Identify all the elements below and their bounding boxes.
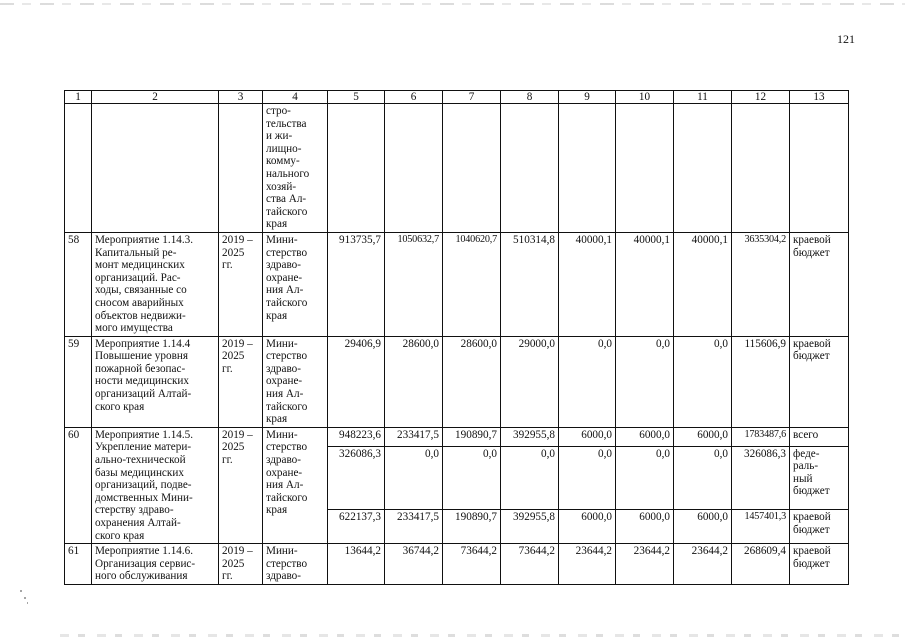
table-row [65, 544, 849, 585]
executor-cell-line: тайского [266, 491, 308, 504]
measure-name-cell-line: организаций, подве- [95, 479, 192, 492]
value-cell: 622137,3 [328, 510, 385, 544]
value-cell: 0,0 [674, 336, 732, 427]
executor-cell-line: ния Ал- [266, 284, 304, 297]
value-cell: 0,0 [559, 336, 616, 427]
measure-name-cell-line: пожарной безопас- [95, 362, 186, 375]
value-cell: 190890,7 [443, 427, 501, 446]
measure-name-cell-line: ально-технической [95, 454, 186, 467]
measure-name-cell-line: организаций. Рас- [95, 271, 181, 284]
funding-source-cell-line: бюджет [793, 557, 830, 570]
table-header-row [65, 91, 849, 104]
empty-cell [559, 104, 616, 233]
executor-cell-line: края [266, 309, 288, 322]
value-cell: 23644,2 [616, 544, 674, 585]
funding-source-cell-line: всего [793, 428, 819, 441]
executor-cell-line: охране- [266, 375, 303, 388]
executor-cell [263, 336, 328, 427]
funding-source-cell-line: краевой [793, 545, 831, 558]
executor-cell-line: лищно- [266, 142, 302, 155]
measure-name-cell-line: ского края [95, 529, 145, 542]
period-cell [219, 544, 263, 585]
funding-source-cell-line: бюджет [793, 246, 830, 259]
value-cell: 1783487,6 [732, 427, 790, 446]
measure-name-cell-line: Укрепление матери- [95, 441, 192, 454]
period-cell [219, 232, 263, 336]
scan-speck [27, 602, 28, 604]
funding-source-cell-line: феде- [793, 447, 820, 460]
value-cell: 40000,1 [559, 232, 616, 336]
value-cell: 6000,0 [674, 510, 732, 544]
value-cell: 0,0 [616, 446, 674, 510]
funding-source-cell-line: бюджет [793, 524, 830, 537]
executor-cell-line: здраво- [266, 570, 301, 583]
value-cell: 1040620,7 [443, 232, 501, 336]
funding-source-cell [790, 427, 849, 446]
value-cell: 6000,0 [674, 427, 732, 446]
period-cell [219, 336, 263, 427]
value-cell: 1050632,7 [385, 232, 443, 336]
value-cell: 28600,0 [385, 336, 443, 427]
header-cell: 13 [790, 91, 849, 104]
funding-source-cell-line: бюджет [793, 485, 830, 498]
period-cell-line: 2025 [222, 557, 245, 570]
value-cell: 29000,0 [501, 336, 559, 427]
period-cell-line: 2019 – [222, 428, 253, 441]
measure-name-cell-line: ского края [95, 400, 145, 413]
value-cell: 23644,2 [674, 544, 732, 585]
executor-cell-line: края [266, 504, 288, 517]
empty-cell [65, 104, 92, 233]
row-number-cell: 59 [65, 336, 92, 427]
value-cell: 73644,2 [501, 544, 559, 585]
header-cell: 3 [219, 91, 263, 104]
value-cell: 510314,8 [501, 232, 559, 336]
value-cell: 326086,3 [328, 446, 385, 510]
executor-cell [263, 427, 328, 543]
value-cell: 0,0 [385, 446, 443, 510]
header-cell: 5 [328, 91, 385, 104]
measure-name-cell-line: организаций Алтай- [95, 388, 192, 401]
measure-name-cell-line: Капитальный ре- [95, 246, 177, 259]
empty-cell [443, 104, 501, 233]
funding-source-cell [790, 336, 849, 427]
executor-cell [263, 232, 328, 336]
header-cell: 2 [92, 91, 219, 104]
value-cell: 6000,0 [559, 510, 616, 544]
measure-name-cell-line: Повышение уровня [95, 350, 188, 363]
period-cell-line: 2025 [222, 441, 245, 454]
value-cell: 326086,3 [732, 446, 790, 510]
empty-cell [790, 104, 849, 233]
measure-name-cell-line: охранения Алтай- [95, 517, 181, 529]
table-row [65, 336, 849, 427]
value-cell: 190890,7 [443, 510, 501, 544]
header-cell: 9 [559, 91, 616, 104]
table-row [65, 427, 849, 446]
value-cell: 0,0 [501, 446, 559, 510]
executor-cell-line: края [266, 218, 288, 231]
measure-name-cell-line: Мероприятие 1.14.5. [95, 428, 194, 441]
executor-cell-line: ния Ал- [266, 388, 304, 401]
period-cell-line: гг. [222, 454, 233, 467]
funding-source-cell [790, 232, 849, 336]
executor-cell-line: здраво- [266, 259, 301, 272]
period-cell-line: гг. [222, 362, 233, 375]
measure-name-cell-line: мого имущества [95, 322, 173, 335]
executor-cell [263, 104, 328, 233]
value-cell: 913735,7 [328, 232, 385, 336]
empty-cell [92, 104, 219, 233]
row-number-cell: 61 [65, 544, 92, 585]
header-cell: 1 [65, 91, 92, 104]
empty-cell [219, 104, 263, 233]
measure-name-cell-line: ности медицинских [95, 375, 190, 388]
value-cell: 0,0 [559, 446, 616, 510]
header-cell: 4 [263, 91, 328, 104]
funding-source-cell-line: краевой [793, 233, 831, 246]
value-cell: 13644,2 [328, 544, 385, 585]
funding-source-cell [790, 510, 849, 544]
period-cell-line: гг. [222, 259, 233, 272]
executor-cell-line: Мини- [266, 428, 298, 441]
funding-source-cell-line: краевой [793, 511, 831, 524]
period-cell-line: 2025 [222, 350, 245, 363]
executor-cell-line: и жи- [266, 130, 293, 143]
executor-cell-line: тайского [266, 400, 308, 413]
executor-cell-line: охране- [266, 466, 303, 479]
measure-name-cell-line: Мероприятие 1.14.4 [95, 337, 191, 350]
empty-cell [616, 104, 674, 233]
header-cell: 6 [385, 91, 443, 104]
executor-cell-line: Мини- [266, 337, 298, 350]
value-cell: 392955,8 [501, 510, 559, 544]
measure-name-cell-line: монт медицинских [95, 259, 185, 272]
executor-cell-line: ства Ал- [266, 193, 307, 206]
period-cell-line: гг. [222, 570, 233, 583]
funding-source-cell-line: раль- [793, 460, 819, 473]
header-cell: 8 [501, 91, 559, 104]
measure-name-cell [92, 336, 219, 427]
period-cell-line: 2025 [222, 246, 245, 259]
period-cell-line: 2019 – [222, 233, 253, 246]
executor-cell-line: тайского [266, 296, 308, 309]
measure-name-cell-line: Организация сервис- [95, 557, 196, 570]
measure-name-cell-line: Мероприятие 1.14.6. [95, 545, 194, 558]
value-cell: 268609,4 [732, 544, 790, 585]
measure-name-cell [92, 232, 219, 336]
value-cell: 1457401,3 [732, 510, 790, 544]
empty-cell [501, 104, 559, 233]
value-cell: 36744,2 [385, 544, 443, 585]
executor-cell [263, 544, 328, 585]
empty-cell [674, 104, 732, 233]
row-number-cell: 60 [65, 427, 92, 543]
scan-artifact-bottom [60, 634, 900, 637]
period-cell [219, 427, 263, 543]
period-cell-line: 2019 – [222, 545, 253, 558]
table-row [65, 232, 849, 336]
executor-cell-line: здраво- [266, 454, 301, 467]
measure-name-cell [92, 544, 219, 585]
budget-table [64, 90, 849, 585]
value-cell: 0,0 [443, 446, 501, 510]
scan-speck [24, 597, 26, 599]
empty-cell [732, 104, 790, 233]
funding-source-cell-line: бюджет [793, 350, 830, 363]
value-cell: 6000,0 [559, 427, 616, 446]
executor-cell-line: тельства [266, 117, 307, 130]
measure-name-cell-line: объектов недвижи- [95, 309, 186, 322]
executor-cell-line: нального [266, 167, 310, 180]
row-number-cell: 58 [65, 232, 92, 336]
executor-cell-line: Мини- [266, 545, 298, 558]
measure-name-cell-line: ного обслуживания [95, 570, 188, 583]
executor-cell-line: стерство [266, 350, 308, 363]
value-cell: 3635304,2 [732, 232, 790, 336]
executor-cell-line: тайского [266, 205, 308, 218]
executor-cell-line: комму- [266, 155, 300, 168]
empty-cell [328, 104, 385, 233]
page-number: 121 [837, 32, 855, 46]
value-cell: 948223,6 [328, 427, 385, 446]
value-cell: 115606,9 [732, 336, 790, 427]
header-cell: 10 [616, 91, 674, 104]
header-cell: 12 [732, 91, 790, 104]
value-cell: 233417,5 [385, 510, 443, 544]
funding-source-cell [790, 446, 849, 510]
funding-source-cell-line: ный [793, 472, 813, 485]
empty-cell [385, 104, 443, 233]
value-cell: 392955,8 [501, 427, 559, 446]
executor-cell-line: здраво- [266, 362, 301, 375]
value-cell: 0,0 [674, 446, 732, 510]
executor-cell-line: стерство [266, 441, 308, 454]
value-cell: 29406,9 [328, 336, 385, 427]
continuation-row [65, 104, 849, 233]
value-cell: 233417,5 [385, 427, 443, 446]
measure-name-cell-line: сносом аварийных [95, 296, 184, 309]
measure-name-cell-line: стерству здраво- [95, 504, 174, 517]
executor-cell-line: ния Ал- [266, 479, 304, 492]
scan-speck [20, 590, 22, 592]
measure-name-cell-line: домственных Мини- [95, 491, 193, 504]
value-cell: 73644,2 [443, 544, 501, 585]
period-cell-line: 2019 – [222, 337, 253, 350]
measure-name-cell-line: ходы, связанные со [95, 284, 187, 297]
executor-cell-line: стро- [266, 105, 291, 117]
funding-source-cell-line: краевой [793, 337, 831, 350]
measure-name-cell-line: базы медицинских [95, 466, 184, 479]
header-cell: 11 [674, 91, 732, 104]
executor-cell-line: края [266, 413, 288, 426]
executor-cell-line: Мини- [266, 233, 298, 246]
executor-cell-line: стерство [266, 246, 308, 259]
executor-cell-line: охране- [266, 271, 303, 284]
value-cell: 40000,1 [674, 232, 732, 336]
scan-artifact-top [0, 3, 905, 5]
value-cell: 0,0 [616, 336, 674, 427]
measure-name-cell-line: Мероприятие 1.14.3. [95, 233, 194, 246]
value-cell: 6000,0 [616, 427, 674, 446]
value-cell: 28600,0 [443, 336, 501, 427]
header-cell: 7 [443, 91, 501, 104]
executor-cell-line: хозяй- [266, 180, 297, 193]
executor-cell-line: стерство [266, 557, 308, 570]
funding-source-cell [790, 544, 849, 585]
value-cell: 40000,1 [616, 232, 674, 336]
value-cell: 6000,0 [616, 510, 674, 544]
measure-name-cell [92, 427, 219, 543]
value-cell: 23644,2 [559, 544, 616, 585]
